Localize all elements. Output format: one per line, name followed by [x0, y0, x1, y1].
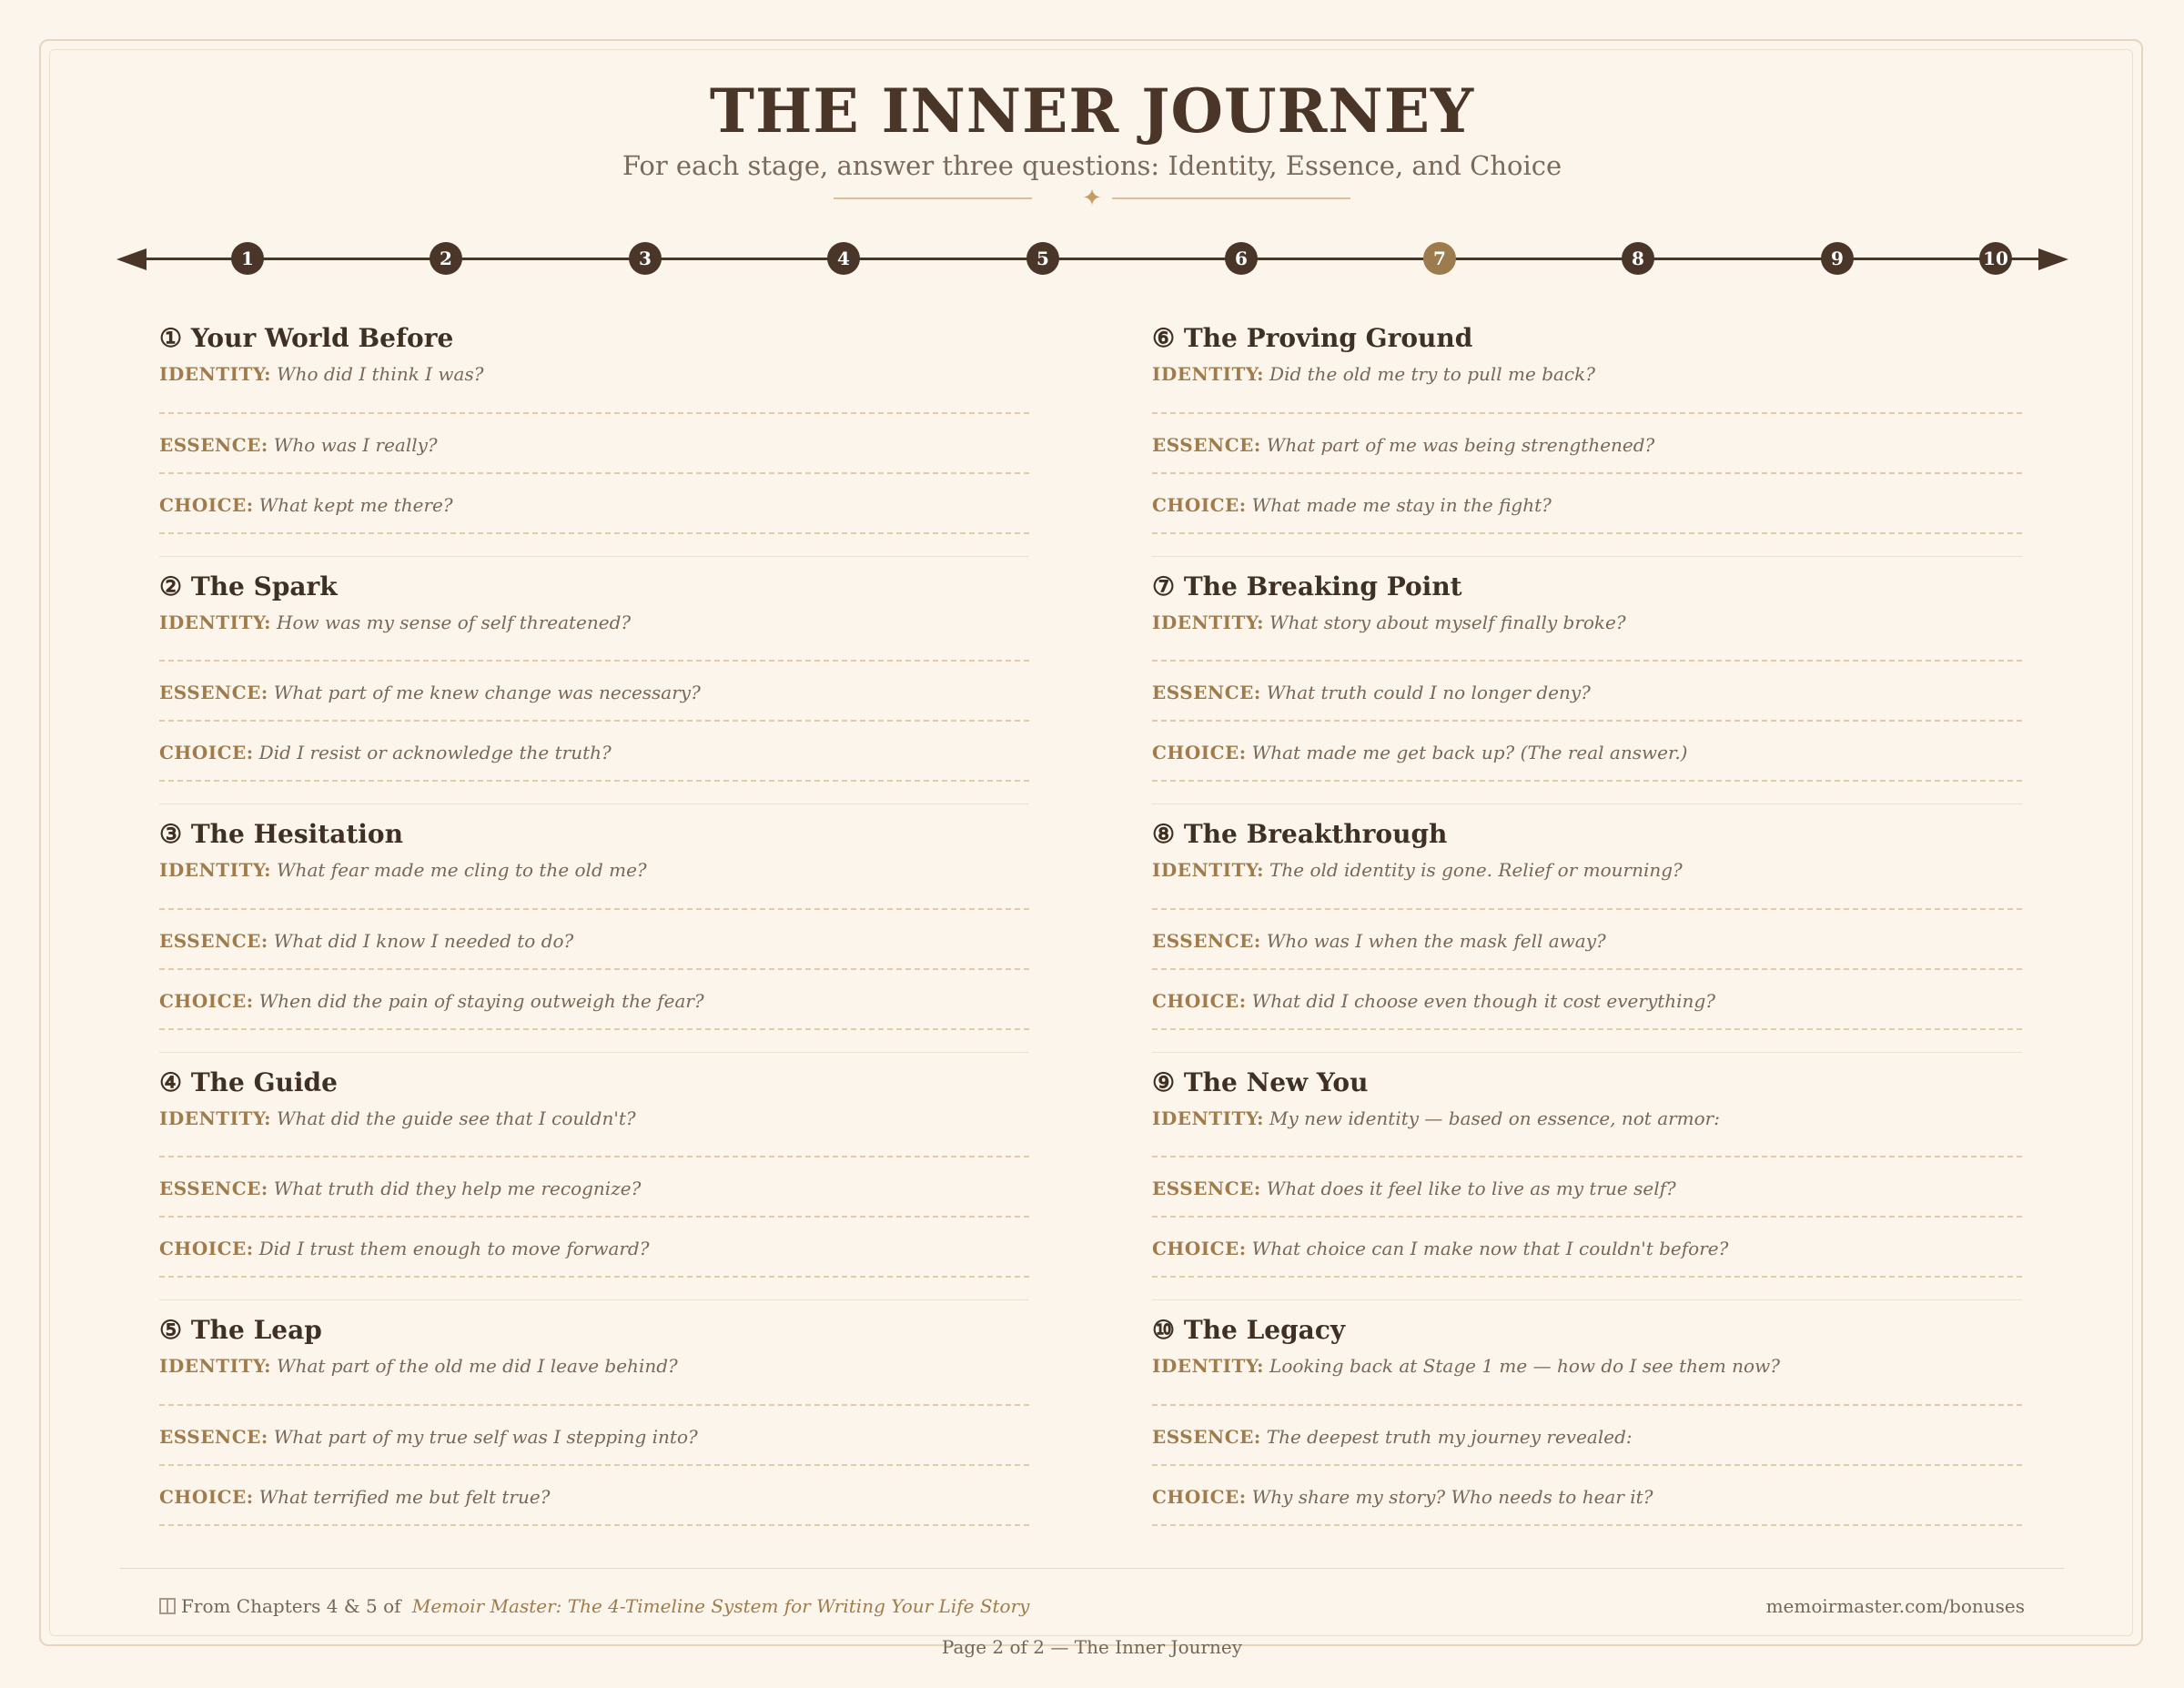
stage-divider	[159, 556, 1029, 557]
identity-label: IDENTITY:	[1152, 611, 1265, 633]
stage-title: ⑩ The Legacy	[1152, 1315, 1346, 1345]
stage-divider	[159, 1299, 1029, 1300]
essence-question-row[interactable]	[1152, 1406, 2022, 1466]
choice-question: What kept me there?	[258, 493, 453, 516]
choice-question-row[interactable]	[159, 970, 1029, 1030]
stage-block-10	[1152, 1314, 2022, 1562]
choice-question-row[interactable]	[159, 474, 1029, 534]
stage-block-8	[1152, 818, 2022, 1066]
stage-block-2	[159, 571, 1029, 819]
timeline-marker-1: 1	[231, 242, 264, 275]
identity-question: Looking back at Stage 1 me — how do I see them now?	[1269, 1355, 1780, 1377]
choice-question: What terrified me but felt true?	[258, 1485, 551, 1508]
essence-question-row[interactable]	[1152, 1157, 2022, 1218]
essence-question-row[interactable]	[1152, 662, 2022, 722]
stage-block-9	[1152, 1066, 2022, 1315]
essence-question-row[interactable]	[1152, 910, 2022, 970]
footer-url[interactable]: memoirmaster.com/bonuses	[1765, 1595, 2025, 1617]
identity-label: IDENTITY:	[159, 363, 272, 385]
identity-question: What fear made me cling to the old me?	[277, 859, 647, 881]
identity-question-row[interactable]	[159, 851, 1029, 910]
identity-question-row[interactable]	[159, 1347, 1029, 1406]
stage-divider	[159, 1052, 1029, 1053]
choice-label: CHOICE:	[159, 742, 254, 763]
choice-question: Why share my story? Who needs to hear it?	[1251, 1485, 1653, 1508]
essence-label: ESSENCE:	[159, 682, 268, 703]
page-number-label: Page 2 of 2 — The Inner Journey	[941, 1636, 1243, 1658]
stage-timeline	[0, 227, 2184, 291]
identity-question: What part of the old me did I leave behind?	[277, 1355, 678, 1377]
essence-label: ESSENCE:	[159, 1178, 268, 1199]
timeline-marker-8: 8	[1622, 242, 1654, 275]
essence-label: ESSENCE:	[159, 433, 268, 456]
essence-question: What part of me knew change was necessary?	[273, 682, 701, 703]
arrow-right-icon	[2038, 248, 2068, 270]
stage-block-1	[159, 322, 1029, 571]
essence-question: What does it feel like to live as my true self?	[1266, 1178, 1676, 1199]
essence-question-row[interactable]	[159, 1406, 1029, 1466]
arrow-left-icon	[116, 248, 147, 270]
footer-book-title: Memoir Master: The 4-Timeline System for Writing Your Life Story	[411, 1595, 1030, 1617]
essence-question-row[interactable]	[1152, 414, 2022, 474]
timeline-marker-6: 6	[1225, 242, 1258, 275]
timeline-marker-7: 7	[1423, 242, 1456, 275]
timeline-line	[136, 258, 2048, 260]
identity-question: What did the guide see that I couldn't?	[277, 1107, 636, 1129]
identity-question: Who did I think I was?	[277, 363, 484, 385]
choice-question: What made me stay in the fight?	[1251, 493, 1552, 516]
stage-title: ① Your World Before	[159, 323, 454, 353]
choice-question-row[interactable]	[1152, 1466, 2022, 1526]
essence-question: What did I know I needed to do?	[273, 929, 574, 952]
identity-question: The old identity is gone. Relief or mourning?	[1269, 859, 1683, 881]
stage-block-4	[159, 1066, 1029, 1315]
identity-label: IDENTITY:	[159, 859, 272, 881]
essence-label: ESSENCE:	[1152, 682, 1261, 703]
identity-label: IDENTITY:	[1152, 859, 1265, 881]
essence-label: ESSENCE:	[1152, 929, 1261, 952]
stage-title: ⑦ The Breaking Point	[1152, 571, 1462, 601]
ornament-line-right	[1112, 197, 1350, 199]
choice-question: Did I resist or acknowledge the truth?	[258, 742, 612, 763]
footer-source	[159, 1592, 1029, 1620]
essence-question-row[interactable]	[159, 1157, 1029, 1218]
choice-question: When did the pain of staying outweigh the fear?	[258, 989, 704, 1012]
essence-label: ESSENCE:	[159, 929, 268, 952]
stage-block-3	[159, 818, 1029, 1066]
essence-question-row[interactable]	[159, 910, 1029, 970]
choice-question: What did I choose even though it cost everything?	[1251, 989, 1715, 1012]
choice-label: CHOICE:	[159, 989, 254, 1012]
footer-divider	[120, 1568, 2064, 1569]
identity-question-row[interactable]	[1152, 1347, 2022, 1406]
choice-label: CHOICE:	[1152, 1485, 1247, 1508]
choice-question-row[interactable]	[1152, 1218, 2022, 1278]
book-icon	[159, 1598, 176, 1614]
choice-label: CHOICE:	[159, 493, 254, 516]
stage-block-5	[159, 1314, 1029, 1562]
identity-question: What story about myself finally broke?	[1269, 611, 1626, 633]
ornament-line-left	[834, 197, 1032, 199]
choice-question: What choice can I make now that I couldn't before?	[1251, 1238, 1729, 1259]
stage-divider	[1152, 556, 2022, 557]
timeline-marker-9: 9	[1821, 242, 1854, 275]
timeline-marker-10: 10	[1979, 242, 2012, 275]
identity-question-row[interactable]	[1152, 1099, 2022, 1158]
identity-question-row[interactable]	[1152, 355, 2022, 414]
identity-label: IDENTITY:	[159, 1107, 272, 1129]
choice-label: CHOICE:	[1152, 1238, 1247, 1259]
stages-column-right	[1152, 322, 2022, 1562]
essence-question-row[interactable]	[159, 662, 1029, 722]
essence-question: What part of my true self was I stepping into?	[273, 1425, 698, 1448]
stage-title: ⑥ The Proving Ground	[1152, 323, 1473, 353]
identity-question-row[interactable]	[1152, 851, 2022, 910]
stage-title: ④ The Guide	[159, 1066, 338, 1097]
identity-question-row[interactable]	[159, 355, 1029, 414]
page-subtitle: For each stage, answer three questions: Identity, Essence, and Choice	[622, 150, 1562, 181]
identity-question-row[interactable]	[159, 1099, 1029, 1158]
essence-label: ESSENCE:	[1152, 1425, 1261, 1448]
choice-label: CHOICE:	[1152, 989, 1247, 1012]
choice-question-row[interactable]	[1152, 474, 2022, 534]
choice-label: CHOICE:	[1152, 742, 1247, 763]
choice-question: Did I trust them enough to move forward?	[258, 1238, 650, 1259]
essence-question: The deepest truth my journey revealed:	[1266, 1425, 1633, 1448]
page-title: THE INNER JOURNEY	[709, 76, 1475, 147]
timeline-marker-3: 3	[629, 242, 662, 275]
stage-divider	[1152, 1299, 2022, 1300]
choice-question-row[interactable]	[159, 1218, 1029, 1278]
identity-label: IDENTITY:	[1152, 1107, 1265, 1129]
essence-question: What part of me was being strengthened?	[1266, 433, 1655, 456]
essence-label: ESSENCE:	[1152, 1178, 1261, 1199]
stage-divider	[1152, 1052, 2022, 1053]
timeline-marker-5: 5	[1026, 242, 1059, 275]
identity-question: My new identity — based on essence, not armor:	[1269, 1107, 1720, 1129]
choice-question: What made me get back up? (The real answer.)	[1251, 742, 1688, 763]
essence-question: Who was I really?	[273, 433, 438, 456]
choice-question-row[interactable]	[159, 722, 1029, 782]
identity-question: Did the old me try to pull me back?	[1269, 363, 1595, 385]
stage-title: ⑤ The Leap	[159, 1315, 322, 1345]
identity-label: IDENTITY:	[1152, 1355, 1265, 1377]
choice-label: CHOICE:	[1152, 493, 1247, 516]
essence-question: What truth did they help me recognize?	[273, 1178, 642, 1199]
footer-from-text: From Chapters 4 & 5 of	[181, 1595, 401, 1617]
identity-label: IDENTITY:	[159, 1355, 272, 1377]
essence-question-row[interactable]	[159, 414, 1029, 474]
choice-label: CHOICE:	[159, 1485, 254, 1508]
timeline-marker-4: 4	[827, 242, 860, 275]
essence-label: ESSENCE:	[159, 1425, 268, 1448]
essence-question: Who was I when the mask fell away?	[1266, 929, 1606, 952]
identity-question-row[interactable]	[1152, 603, 2022, 662]
essence-label: ESSENCE:	[1152, 433, 1261, 456]
stages-column-left	[159, 322, 1029, 1562]
stage-title: ⑧ The Breakthrough	[1152, 819, 1448, 849]
choice-label: CHOICE:	[159, 1238, 254, 1259]
timeline-marker-2: 2	[430, 242, 462, 275]
choice-question-row[interactable]	[159, 1466, 1029, 1526]
stage-block-7	[1152, 571, 2022, 819]
stage-title: ⑨ The New You	[1152, 1066, 1369, 1097]
identity-label: IDENTITY:	[1152, 363, 1265, 385]
identity-label: IDENTITY:	[159, 611, 272, 633]
identity-question: How was my sense of self threatened?	[277, 611, 632, 633]
identity-question-row[interactable]	[159, 603, 1029, 662]
stage-title: ③ The Hesitation	[159, 819, 403, 849]
ornament-star-icon: ✦	[1082, 185, 1102, 212]
stage-title: ② The Spark	[159, 571, 338, 601]
stage-block-6	[1152, 322, 2022, 571]
choice-question-row[interactable]	[1152, 722, 2022, 782]
choice-question-row[interactable]	[1152, 970, 2022, 1030]
essence-question: What truth could I no longer deny?	[1266, 682, 1591, 703]
